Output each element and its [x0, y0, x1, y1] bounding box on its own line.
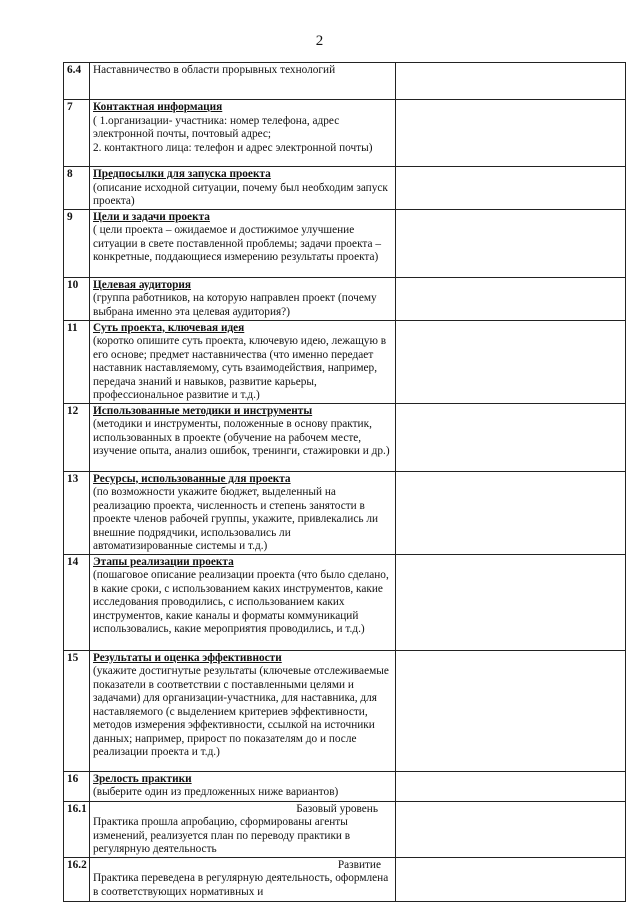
maturity-level-label: Базовый уровень	[296, 802, 378, 815]
table-row	[64, 650, 626, 771]
row-content	[90, 771, 396, 801]
table-row	[64, 100, 626, 167]
row-number: 12	[64, 403, 90, 471]
row-number: 10	[64, 277, 90, 320]
row-description: (методики и инструменты, положенные в основу практик, использованных в проекте (обучение на рабочем месте, изучение опыта, анализ ошибок, тренинги, стажировки и др.)	[93, 418, 390, 457]
table-row	[64, 320, 626, 403]
answer-cell[interactable]	[396, 209, 626, 277]
answer-cell[interactable]	[396, 320, 626, 403]
row-content	[90, 650, 396, 771]
row-number: 16	[64, 771, 90, 801]
row-content	[90, 403, 396, 471]
answer-cell[interactable]	[396, 650, 626, 771]
row-content	[90, 857, 396, 901]
row-number: 15	[64, 650, 90, 771]
row-description: (пошаговое описание реализации проекта (что было сделано, в какие сроки, с использованием каких инструментов, какие исследования проводились, с использованием каких инструментов, какие каналы и форматы коммуникаций использовались, какие мероприятия проводились, и т.д.)	[93, 569, 389, 635]
table-row	[64, 403, 626, 471]
answer-cell[interactable]	[396, 63, 626, 100]
table-row	[64, 63, 626, 100]
row-number: 16.2	[64, 857, 90, 901]
row-title: Результаты и оценка эффективности	[93, 651, 282, 664]
row-content	[90, 801, 396, 857]
row-title: Контактная информация	[93, 101, 223, 113]
row-content	[90, 277, 396, 320]
row-content	[90, 554, 396, 650]
row-description: Наставничество в области прорывных технологий	[93, 64, 336, 76]
answer-cell[interactable]	[396, 471, 626, 554]
row-content	[90, 167, 396, 210]
row-number: 16.1	[64, 801, 90, 857]
table-row	[64, 801, 626, 857]
row-description: (укажите достигнутые результаты (ключевые отслеживаемые показатели в соответствии с поставленными целями и задачами) для организации-участника, для наставника, для наставляемого (с выделением критериев эффективности, методов измерения эффективности, ссылкой на источники данных; например, прирост по показателям до и после реализации проекта и т.д.)	[93, 665, 389, 758]
row-description: Практика прошла апробацию, сформированы агенты изменений, реализуется план по переводу практики в регулярную деятельность	[93, 816, 351, 855]
table-row	[64, 471, 626, 554]
row-number: 9	[64, 209, 90, 277]
row-description: (описание исходной ситуации, почему был необходим запуск проекта)	[93, 181, 388, 207]
row-content	[90, 100, 396, 167]
row-title: Цели и задачи проекта	[93, 210, 210, 223]
row-title: Зрелость практики	[93, 772, 192, 785]
answer-cell[interactable]	[396, 277, 626, 320]
answer-cell[interactable]	[396, 167, 626, 210]
row-title: Ресурсы, использованные для проекта	[93, 472, 291, 485]
table-row	[64, 857, 626, 901]
answer-cell[interactable]	[396, 857, 626, 901]
table-row	[64, 771, 626, 801]
row-number: 14	[64, 554, 90, 650]
row-content	[90, 63, 396, 100]
table-row	[64, 167, 626, 210]
row-description: Практика переведена в регулярную деятельность, оформлена в соответствующих нормативных и	[93, 872, 389, 898]
row-description: (коротко опишите суть проекта, ключевую идею, лежащую в его основе; предмет наставничества (что именно передает наставник наставляемому, суть взаимодействия, например, передача знаний и навыков, развитие карьеры, профессиональное развитие и т.д.)	[93, 335, 387, 401]
row-content	[90, 209, 396, 277]
maturity-level-label: Развитие	[337, 858, 381, 871]
table-row	[64, 554, 626, 650]
row-description: (по возможности укажите бюджет, выделенный на реализацию проекта, численность и степень занятости в проекте членов рабочей группы, укажите, привлекались ли внешние подрядчики, использовались ли автоматизированные системы и т.д.)	[93, 486, 379, 552]
row-title: Использованные методики и инструменты	[93, 404, 313, 417]
row-description: (выберите один из предложенных ниже вариантов)	[93, 786, 339, 798]
table-row	[64, 209, 626, 277]
answer-cell[interactable]	[396, 100, 626, 167]
answer-cell[interactable]	[396, 801, 626, 857]
row-title: Этапы реализации проекта	[93, 555, 234, 568]
table-row	[64, 277, 626, 320]
row-title: Предпосылки для запуска проекта	[93, 168, 271, 180]
row-number: 13	[64, 471, 90, 554]
row-title: Суть проекта, ключевая идея	[93, 321, 245, 334]
row-number: 8	[64, 167, 90, 210]
row-description: ( 1.организации- участника: номер телефона, адрес электронной почты, почтовый адрес; 2. контактного лица: телефон и адрес электронной почты)	[93, 114, 373, 154]
answer-cell[interactable]	[396, 554, 626, 650]
row-content	[90, 471, 396, 554]
row-number: 7	[64, 100, 90, 167]
page-number: 2	[315, 33, 324, 49]
row-title: Целевая аудитория	[93, 278, 192, 291]
row-description: ( цели проекта – ожидаемое и достижимое улучшение ситуации в свете поставленной проблемы; задачи проекта – конкретные, поддающиеся измерению результаты проекта)	[93, 224, 381, 263]
row-description: (группа работников, на которую направлен проект (почему выбрана именно эта целевая аудитория?)	[93, 292, 377, 318]
answer-cell[interactable]	[396, 403, 626, 471]
application-form-table	[63, 62, 626, 902]
row-number: 11	[64, 320, 90, 403]
row-number: 6.4	[64, 63, 90, 100]
answer-cell[interactable]	[396, 771, 626, 801]
row-content	[90, 320, 396, 403]
